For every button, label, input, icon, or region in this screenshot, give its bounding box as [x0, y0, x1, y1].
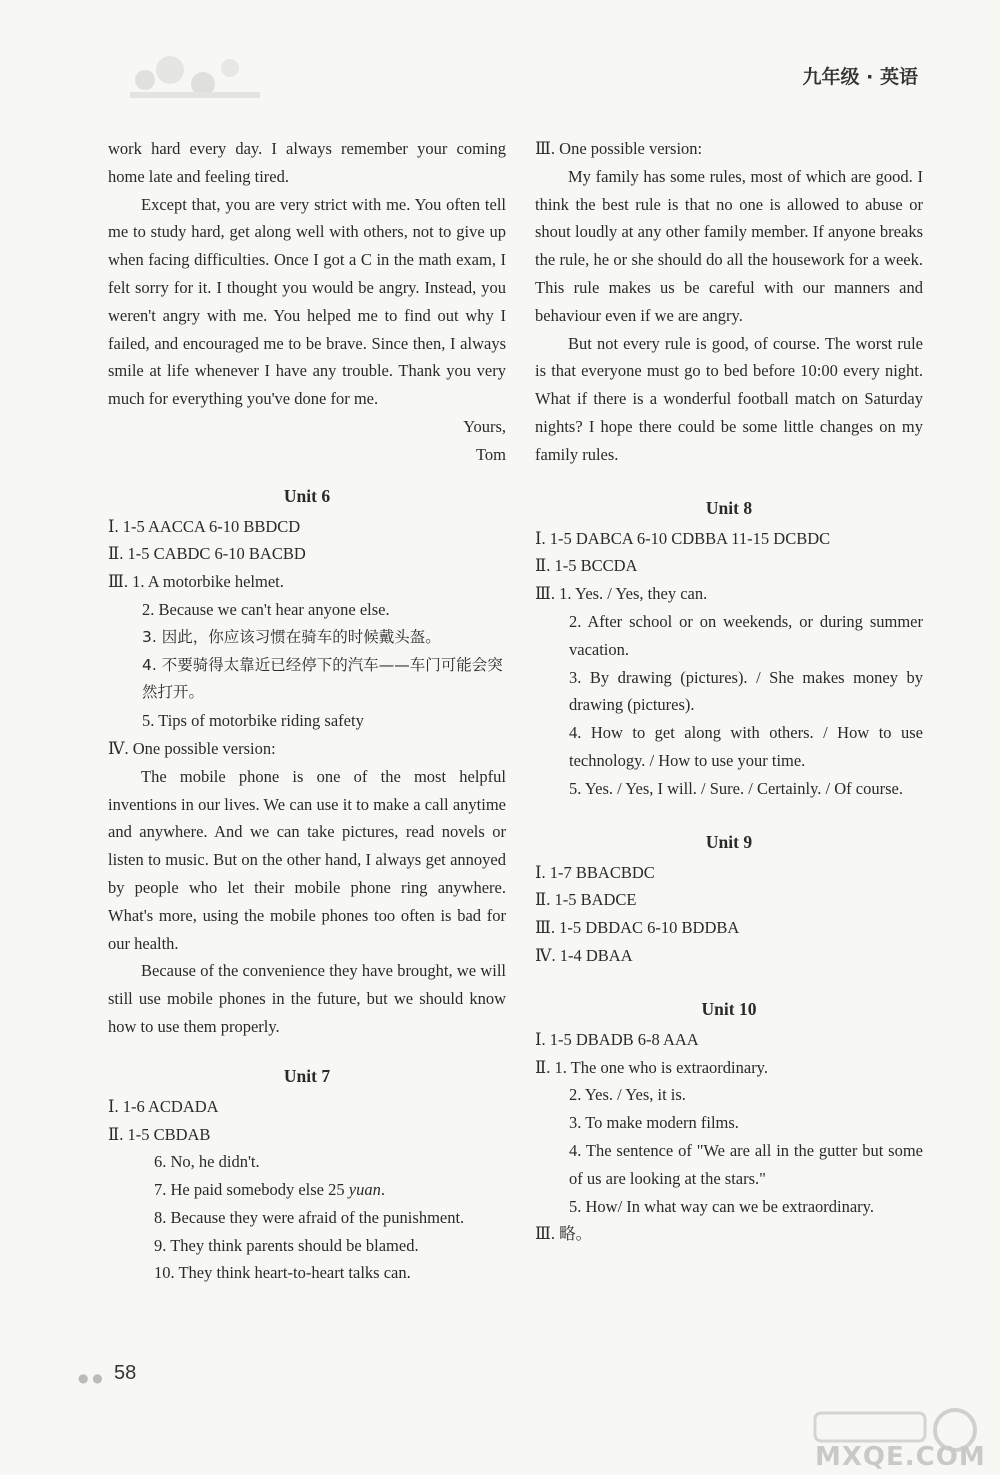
answer-line: Ⅲ. 1. Yes. / Yes, they can.: [535, 584, 708, 604]
answer-line: Ⅱ. 1-5 CABDC 6-10 BACBD: [108, 544, 306, 564]
answer-line: Ⅰ. 1-5 AACCA 6-10 BBDCD: [108, 516, 301, 536]
answer-text: .: [380, 1180, 385, 1200]
answer-line: Ⅰ. 1-7 BBACBDC: [535, 862, 655, 882]
page-number: 58: [114, 1362, 137, 1384]
answer-line: Ⅰ. 1-6 ACDADA: [108, 1096, 219, 1116]
letter-paragraph: Except that, you are very strict with me. You often tell me to study hard, get along well with others, not to give up when facing difficulties. Once I got a C in the math exam, I felt sorry for it. I thought you would be angry. Instead, you weren't angry with me. You helped me to find out why I failed, and encouraged me to be brave. Since then, I always smile at life whenever I have any trouble. Thank you very much for everything you've done for me.: [108, 194, 506, 409]
answer-line: Ⅱ. 1-5 CBDAB: [108, 1124, 211, 1144]
answer-text: 7. He paid somebody else 25: [154, 1180, 349, 1200]
unit-10-title: Unit 10: [701, 998, 757, 1019]
answer-line: 4. How to get along with others. / How to use technology. / How to use your time.: [569, 723, 923, 770]
answer-line: Ⅲ. 1-5 DBDAC 6-10 BDDBA: [535, 918, 740, 938]
letter-paragraph: work hard every day. I always remember your coming home late and feeling tired.: [108, 139, 506, 186]
answer-line: 3. By drawing (pictures). / She makes money by drawing (pictures).: [569, 667, 923, 715]
essay-paragraph: Because of the convenience they have brought, we will still use mobile phones in the future, but we should know how to use them properly.: [108, 961, 506, 1036]
answer-line: 8. Because they were afraid of the punishment.: [154, 1207, 465, 1227]
unit-6-title: Unit 6: [283, 485, 331, 506]
essay-paragraph: My family has some rules, most of which are good. I think the best rule is that no one is allowed to abuse or shout loudly at any other family member. If anyone breaks the rule, he or she should do all the housework for a week. This rule makes us be careful with our manners and behaviour even if we are angry.: [535, 166, 923, 325]
answer-line: 5. How/ In what way can we be extraordinary.: [569, 1196, 874, 1216]
essay-paragraph: The mobile phone is one of the most helpful inventions in our lives. We can use it to make a call anytime and anywhere. And we can take pictures, read novels or listen to music. But on the other hand, I always get annoyed by people who let their mobile phone ring anywhere. What's more, using the mobile phones too often is bad for our health.: [108, 766, 506, 953]
header-decoration: [125, 40, 275, 105]
answer-line: Ⅰ. 1-5 DABCA 6-10 CDBBA 11-15 DCBDC: [535, 528, 831, 548]
answer-line: 6. No, he didn't.: [154, 1152, 260, 1172]
answer-line: 9. They think parents should be blamed.: [154, 1235, 419, 1255]
answer-line: Ⅱ. 1-5 BADCE: [535, 890, 637, 910]
answer-line: Ⅳ. One possible version:: [108, 738, 276, 758]
answer-line: Ⅲ. 1. A motorbike helmet.: [108, 572, 284, 592]
letter-signature: Tom: [475, 444, 506, 464]
letter-closing: Yours,: [463, 416, 506, 436]
answer-line: 2. After school or on weekends, or during summer vacation.: [569, 611, 923, 659]
answer-line: Ⅲ. 略。: [535, 1224, 593, 1244]
answer-line: 3. To make modern films.: [569, 1113, 739, 1133]
unit-7-title: Unit 7: [283, 1065, 331, 1086]
answer-line: 4. 不要骑得太靠近已经停下的汽车——车门可能会突然打开。: [142, 655, 503, 702]
answer-text-italic: yuan: [348, 1180, 381, 1200]
right-column: [535, 135, 923, 1248]
answer-line: Ⅲ. One possible version:: [535, 139, 703, 158]
answer-line: Ⅰ. 1-5 DBADB 6-8 AAA: [535, 1029, 699, 1049]
answer-line: 10. They think heart-to-heart talks can.: [154, 1263, 411, 1283]
answer-line: 5. Tips of motorbike riding safety: [142, 711, 364, 731]
unit-9-title: Unit 9: [705, 831, 753, 852]
essay-paragraph: But not every rule is good, of course. The worst rule is that everyone must go to bed before 10:00 every night. What if there is a wonderful football match on Saturday nights? I hope there could be some little changes on my family rules.: [535, 333, 923, 464]
answer-line: Ⅱ. 1-5 BCCDA: [535, 556, 638, 576]
answer-line: Ⅳ. 1-4 DBAA: [535, 945, 633, 965]
answer-line: 4. The sentence of "We are all in the gutter but some of us are looking at the stars.": [569, 1140, 923, 1188]
answer-line: 3. 因此，你应该习惯在骑车的时候戴头盔。: [142, 627, 441, 646]
answer-line: [108, 1176, 506, 1204]
page-dots-decoration: ● ●: [78, 1371, 103, 1385]
answer-line: 2. Because we can't hear anyone else.: [142, 599, 390, 619]
watermark-text: MXQE.COM: [815, 1442, 986, 1472]
answer-line: 2. Yes. / Yes, it is.: [569, 1085, 686, 1105]
header-title: 九年级 · 英语: [802, 66, 918, 88]
answer-line: 5. Yes. / Yes, I will. / Sure. / Certainly. / Of course.: [569, 778, 903, 798]
unit-8-title: Unit 8: [705, 497, 753, 518]
answer-line: Ⅱ. 1. The one who is extraordinary.: [535, 1057, 768, 1077]
left-column: [108, 135, 506, 1287]
